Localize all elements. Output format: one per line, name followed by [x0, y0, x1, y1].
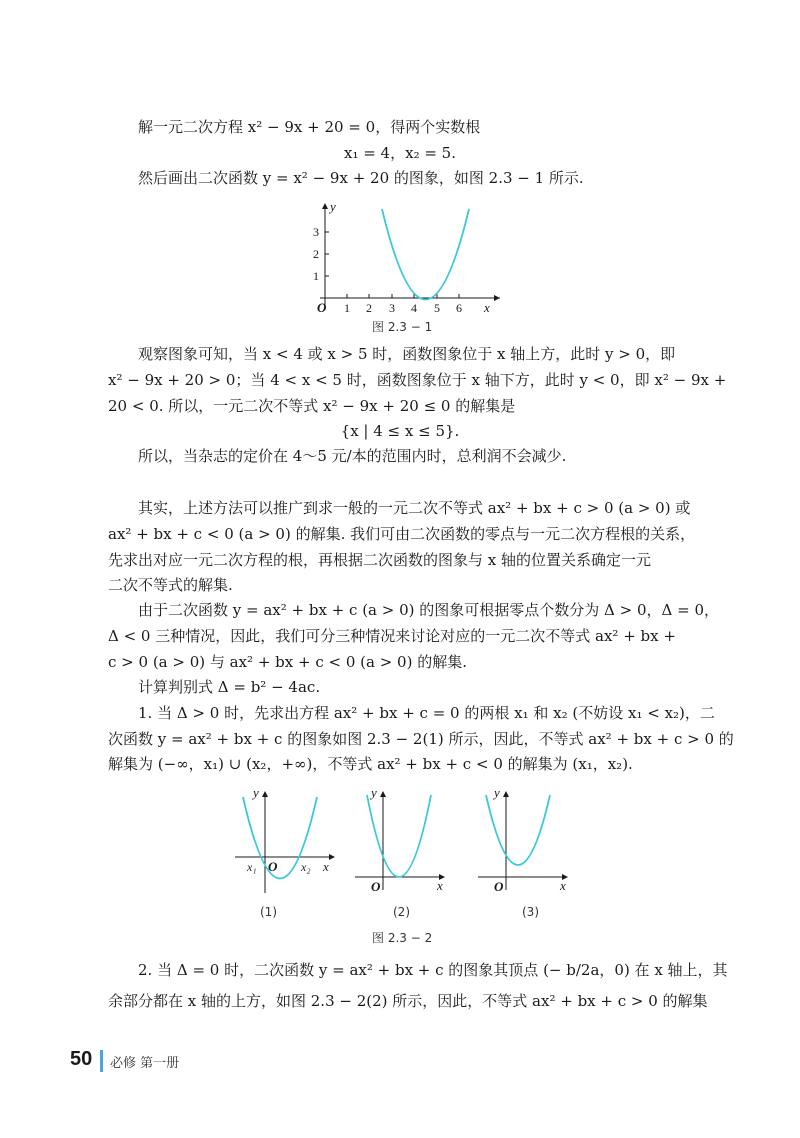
y-axis-label: y — [494, 785, 500, 800]
subfigure-label: (3) — [522, 905, 539, 919]
equation-line: {x | 4 ≤ x ≤ 5}. — [340, 422, 460, 440]
origin-label: O — [268, 859, 278, 874]
text-line: c > 0 (a > 0) 与 ax² + bx + c < 0 (a > 0) 的解集. — [108, 653, 467, 671]
tick-label: 3 — [389, 301, 395, 315]
text-line: 次函数 y = ax² + bx + c 的图象如图 2.3 − 2(1) 所示，因此，不等式 ax² + bx + c > 0 的 — [108, 730, 734, 748]
y-axis-label: y — [371, 785, 377, 800]
text-line: 余部分都在 x 轴的上方，如图 2.3 − 2(2) 所示，因此，不等式 ax² + bx + c > 0 的解集 — [108, 992, 708, 1010]
equation-line: x₁ = 4，x₂ = 5. — [343, 144, 456, 162]
text-line: x² − 9x + 20 > 0；当 4 < x < 5 时，函数图象位于 x 轴下方，此时 y < 0，即 x² − 9x + — [108, 371, 727, 389]
text-line: 由于二次函数 y = ax² + bx + c (a > 0) 的图象可根据零点个数分为 Δ > 0，Δ = 0， — [138, 601, 719, 619]
figure-2-3-1 — [300, 195, 510, 315]
footer-accent-bar — [100, 1050, 103, 1072]
x-axis-label: x — [323, 859, 329, 874]
x-axis-label: x — [484, 300, 490, 315]
x-axis-label: x — [437, 878, 443, 893]
tick-label: 2 — [313, 247, 319, 261]
figure-caption: 图 2.3 − 2 — [372, 931, 433, 945]
root-label: x₁ — [247, 860, 257, 874]
tick-label: 4 — [411, 301, 417, 315]
tick-label: 5 — [434, 301, 440, 315]
text-line: 1. 当 Δ > 0 时，先求出方程 ax² + bx + c = 0 的两根 x₁ 和 x₂ (不妨设 x₁ < x₂)，二 — [138, 704, 715, 722]
text-line: 计算判别式 Δ = b² − 4ac. — [138, 678, 321, 696]
text-line: 先求出对应一元二次方程的根，再根据二次函数的图象与 x 轴的位置关系确定一元 — [108, 551, 651, 569]
page-number: 50 — [70, 1048, 93, 1070]
parabola-curve — [486, 795, 550, 865]
text-line: 观察图象可知，当 x < 4 或 x > 5 时，函数图象位于 x 轴上方，此时 y > 0，即 — [138, 345, 676, 363]
parabola-curve — [367, 795, 431, 877]
text-line: 解一元二次方程 x² − 9x + 20 = 0，得两个实数根 — [138, 118, 481, 136]
x-axis-label: x — [560, 878, 566, 893]
root-label: x₂ — [301, 860, 311, 874]
text-line: 二次不等式的解集. — [108, 576, 233, 594]
text-line: 然后画出二次函数 y = x² − 9x + 20 的图象，如图 2.3 − 1 所示. — [138, 169, 584, 187]
figure-2-3-2-2 — [355, 785, 455, 895]
origin-label: O — [494, 879, 504, 894]
tick-label: 6 — [456, 301, 462, 315]
book-title: 必修 第一册 — [110, 1056, 180, 1071]
text-line: ax² + bx + c < 0 (a > 0) 的解集. 我们可由二次函数的零点与一元二次方程根的关系， — [108, 525, 696, 543]
parabola-curve — [382, 209, 469, 300]
figure-caption: 图 2.3 − 1 — [372, 320, 433, 334]
tick-label: 1 — [344, 301, 350, 315]
text-line: Δ < 0 三种情况，因此，我们可分三种情况来讨论对应的一元二次不等式 ax² + bx + — [108, 627, 676, 645]
origin-label: O — [317, 300, 327, 315]
text-line: 20 < 0. 所以，一元二次不等式 x² − 9x + 20 ≤ 0 的解集是 — [108, 397, 516, 415]
tick-label: 2 — [366, 301, 372, 315]
y-axis-label: y — [330, 199, 336, 214]
origin-label: O — [371, 879, 381, 894]
figure-2-3-2-1 — [235, 785, 340, 895]
text-line: 所以，当杂志的定价在 4～5 元/本的范围内时，总利润不会减少. — [138, 447, 567, 465]
text-line: 2. 当 Δ = 0 时，二次函数 y = ax² + bx + c 的图象其顶点 (− b/2a，0) 在 x 轴上，其 — [138, 961, 728, 979]
tick-label: 3 — [313, 225, 319, 239]
text-line: 解集为 (−∞，x₁) ∪ (x₂，+∞)，不等式 ax² + bx + c < 0 的解集为 (x₁，x₂). — [108, 755, 633, 773]
text-line: 其实，上述方法可以推广到求一般的一元二次不等式 ax² + bx + c > 0 (a > 0) 或 — [138, 499, 691, 517]
subfigure-label: (2) — [393, 905, 410, 919]
figure-2-3-2-3 — [478, 785, 578, 895]
subfigure-label: (1) — [260, 905, 277, 919]
tick-label: 1 — [313, 269, 319, 283]
y-axis-label: y — [253, 785, 259, 800]
